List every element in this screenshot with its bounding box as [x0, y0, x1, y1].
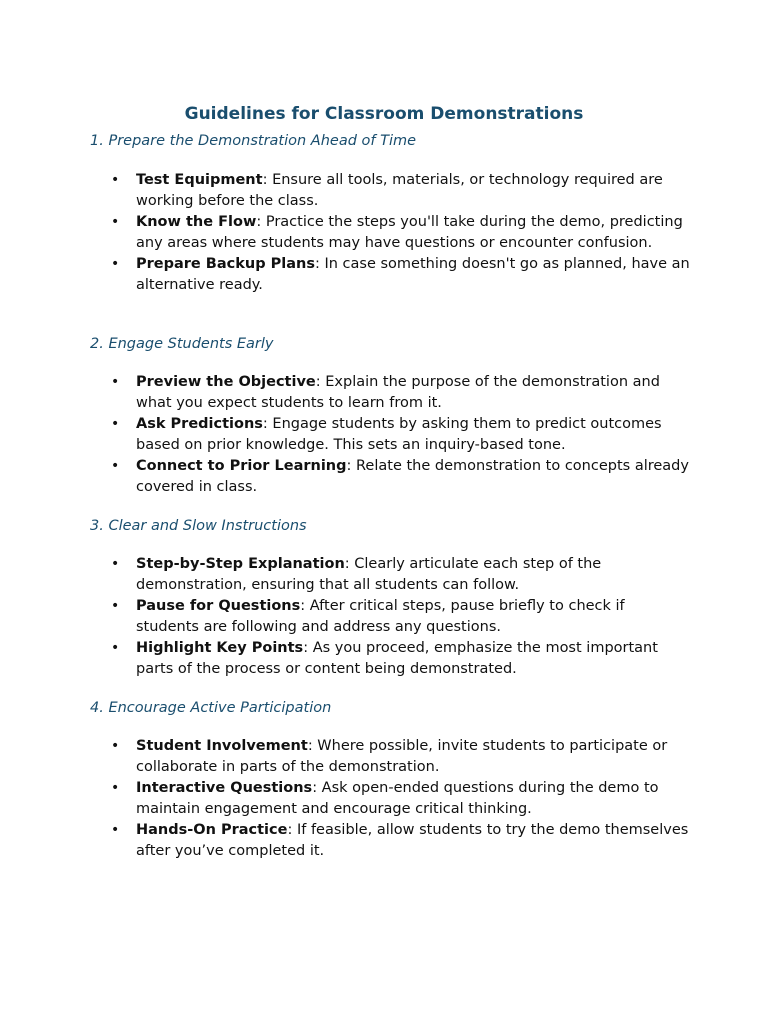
bullet-icon: •	[111, 556, 120, 572]
bullet-icon: •	[111, 822, 120, 838]
item-term: Connect to Prior Learning	[136, 458, 347, 474]
item-text: : Clearly articulate each step of the demonstration, ensuring that all students can follow.	[136, 556, 602, 593]
bullet-icon: •	[111, 598, 120, 614]
list-item	[90, 414, 690, 456]
bullet-icon: •	[111, 214, 120, 230]
page-title: Guidelines for Classroom Demonstrations	[184, 104, 584, 124]
list-item	[90, 554, 690, 596]
item-term: Ask Predictions	[136, 416, 263, 432]
section-list-2	[90, 372, 690, 498]
section-list-1	[90, 170, 690, 296]
item-text: : Practice the steps you'll take during the demo, predicting any areas where students may have questions or encounter confusion.	[136, 214, 683, 251]
section-list-3	[90, 554, 690, 680]
list-item	[90, 170, 690, 212]
bullet-icon: •	[111, 738, 120, 754]
item-term: Prepare Backup Plans	[136, 256, 315, 272]
list-item	[90, 372, 690, 414]
item-term: Student Involvement	[136, 738, 308, 754]
item-text: : Ask open-ended questions during the demo to maintain engagement and encourage critical thinking.	[136, 780, 659, 817]
item-text: : Explain the purpose of the demonstration and what you expect students to learn from it.	[136, 374, 660, 411]
item-text: : If feasible, allow students to try the demo themselves after you’ve completed it.	[136, 822, 689, 859]
bullet-icon: •	[111, 374, 120, 390]
item-term: Step-by-Step Explanation	[136, 556, 345, 572]
section-heading-2: 2. Engage Students Early	[90, 336, 274, 352]
item-term: Know the Flow	[136, 214, 257, 230]
bullet-icon: •	[111, 172, 120, 188]
list-item	[90, 736, 690, 778]
list-item	[90, 596, 690, 638]
item-text: : In case something doesn't go as planned, have an alternative ready.	[136, 256, 690, 293]
section-heading-4: 4. Encourage Active Participation	[90, 700, 332, 716]
item-term: Highlight Key Points	[136, 640, 304, 656]
item-text: : Where possible, invite students to participate or collaborate in parts of the demonstration.	[136, 738, 668, 775]
bullet-icon: •	[111, 640, 120, 656]
item-text: : Ensure all tools, materials, or technology required are working before the class.	[136, 172, 663, 209]
item-term: Pause for Questions	[136, 598, 301, 614]
bullet-icon: •	[111, 416, 120, 432]
item-text: : As you proceed, emphasize the most important parts of the process or content being demonstrated.	[136, 640, 658, 677]
section-heading-3: 3. Clear and Slow Instructions	[90, 518, 307, 534]
item-term: Preview the Objective	[136, 374, 316, 390]
section-heading-1: 1. Prepare the Demonstration Ahead of Time	[90, 133, 417, 149]
bullet-icon: •	[111, 458, 120, 474]
bullet-icon: •	[111, 780, 120, 796]
list-item	[90, 254, 690, 296]
list-item	[90, 778, 690, 820]
section-list-4	[90, 736, 690, 862]
list-item	[90, 638, 690, 680]
list-item	[90, 456, 690, 498]
item-term: Interactive Questions	[136, 780, 313, 796]
list-item	[90, 820, 690, 862]
item-term: Hands-On Practice	[136, 822, 288, 838]
item-text: : Engage students by asking them to predict outcomes based on prior knowledge. This sets an inquiry-based tone.	[136, 416, 662, 453]
item-text: : After critical steps, pause briefly to check if students are following and address any questions.	[136, 598, 625, 635]
bullet-icon: •	[111, 256, 120, 272]
list-item	[90, 212, 690, 254]
item-term: Test Equipment	[136, 172, 263, 188]
item-text: : Relate the demonstration to concepts already covered in class.	[136, 458, 689, 495]
